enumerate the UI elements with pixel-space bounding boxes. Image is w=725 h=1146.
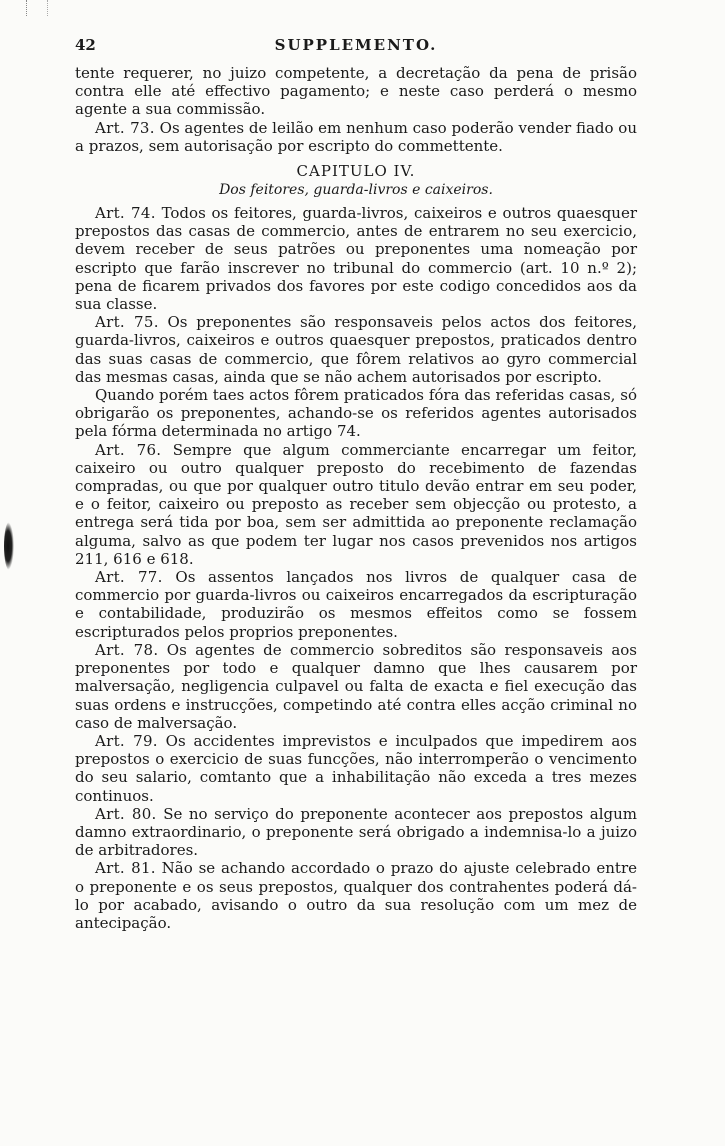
article-paragraph: [75, 119, 637, 155]
paragraph-text: Os preponentes são responsaveis pelos actos dos feitores, guarda-livros, caixeiros e outros quaesquer prepostos, praticados dentro das suas casas de commercio, que fôrem relativos ao gyro commercial das mesmas casas, ainda que se não achem autorisados por escripto.: [75, 313, 637, 386]
paragraph-text: tente requerer, no juizo competente, a decretação da pena de prisão contra elle até effectivo pagamento; e neste caso perderá o mesmo agente a sua commissão.: [75, 64, 637, 119]
body-text-after: [75, 204, 637, 932]
article-paragraph: [75, 641, 637, 732]
article-label: Art. 76.: [95, 440, 162, 459]
paragraph-text: Os assentos lançados nos livros de qualquer casa de commercio por guarda-livros ou caixeiros encarregados da escripturação e contabilidade, produzirão os mesmos effeitos como se fossem escripturados pelos proprios preponentes.: [75, 568, 637, 641]
page: [75, 36, 637, 932]
article-label: Art. 81.: [95, 859, 156, 878]
page-number: 42: [75, 36, 96, 54]
paragraph-text: Não se achando accordado o prazo do ajuste celebrado entre o preponente e os seus prepostos, qualquer dos contrahentes poderá dá-lo por acabado, avisando o outro da sua resolução com um mez de antecipação.: [75, 859, 637, 932]
scan-corner-marks: [26, 0, 48, 16]
article-label: Art. 80.: [95, 804, 157, 823]
paragraph-text: Se no serviço do preponente acontecer aos prepostos algum damno extraordinario, o preponente será obrigado a indemnisa-lo a juizo de arbitradores.: [75, 804, 637, 860]
chapter-title: CAPITULO IV.: [296, 162, 416, 181]
article-paragraph: [75, 204, 637, 313]
article-paragraph: [75, 805, 637, 860]
article-label: Art. 74.: [95, 204, 156, 223]
article-paragraph: [75, 859, 637, 932]
paragraph-text: Os agentes de commercio sobreditos são responsaveis aos preponentes por todo e qualquer damno que lhes causarem por malversação, negligencia culpavel ou falta de exacta e fiel execução das suas ordens e instrucções, competindo até contra elles acção criminal no caso de malversação.: [75, 640, 637, 732]
paragraph-text: Os agentes de leilão em nenhum caso poderão vender fiado ou a prazos, sem autorisação por escripto do commettente.: [75, 118, 637, 155]
article-label: Art. 77.: [95, 568, 163, 587]
binding-shadow: [4, 522, 14, 570]
body-text-before: [75, 64, 637, 155]
article-paragraph: [75, 313, 637, 386]
running-title: SUPPLEMENTO.: [274, 36, 438, 54]
paragraph-text: Sempre que algum commerciante encarregar um feitor, caixeiro ou outro qualquer preposto do recebimento de fazendas compradas, ou que por qualquer outro titulo devão entrar em seu poder, e o feitor, caixeiro ou preposto as receber sem objecção ou protesto, a entrega será tida por boa, sem ser admittida ao preponente reclamação alguma, salvo as que podem ter lugar nos casos prevenidos nos artigos 211, 616 e 618.: [75, 440, 637, 568]
article-paragraph: [75, 568, 637, 641]
paragraph-text: Todos os feitores, guarda-livros, caixeiros e outros quaesquer prepostos das casas de commercio, antes de entrarem no seu exercicio, devem receber de seus patrões ou preponentes uma nomeação por escripto que farão inscrever no tribunal do commercio (art. 10 n.º 2); pena de ficarem privados dos favores por este codigo concedidos aos da sua classe.: [75, 204, 637, 314]
article-label: Art. 78.: [95, 640, 159, 659]
article-label: Art. 79.: [95, 731, 158, 750]
paragraph-text: Quando porém taes actos fôrem praticados fóra das referidas casas, só obrigarão os preponentes, achando-se os referidos agentes autorisados pela fórma determinada no artigo 74.: [75, 386, 637, 441]
page-header: [75, 36, 637, 60]
article-label: Art. 73.: [95, 118, 155, 137]
article-paragraph: [75, 441, 637, 568]
article-label: Art. 75.: [95, 313, 159, 332]
paragraph-text: Os accidentes imprevistos e inculpados que impedirem aos prepostos o exercicio de suas funcções, não interromperão o vencimento do seu salario, comtanto que a inhabilitação não exceda a tres mezes continuos.: [75, 731, 637, 805]
chapter-subtitle: Dos feitores, guarda-livros e caixeiros.: [219, 182, 493, 199]
article-paragraph: [75, 732, 637, 805]
paragraph: [75, 64, 637, 119]
paragraph: [75, 386, 637, 441]
